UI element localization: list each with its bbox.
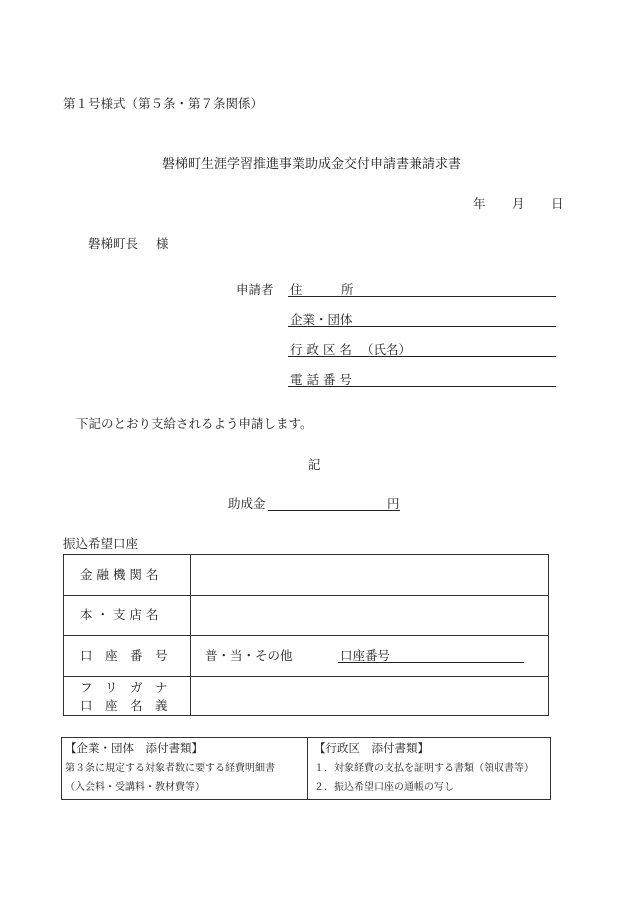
branch-field[interactable] [194,599,544,631]
furigana-label: フ リ ガ ナ [80,680,168,695]
district-attach-line1: １．対象経費の支払を証明する書類（領収書等） [314,763,534,774]
bank-account-table [63,554,549,716]
address-field[interactable] [288,296,556,297]
account-number-label: 口 座 番 号 [80,648,168,663]
institution-label: 金 融 機 関 名 [80,567,159,582]
account-types[interactable]: 普・当・その他 [205,648,293,663]
account-name-label: 口 座 名 義 [80,698,168,713]
attachments-table [61,737,551,800]
organization-field[interactable] [288,326,556,327]
institution-field[interactable] [194,559,544,591]
addressee-name: 磐梯町長 [88,236,139,251]
branch-label: 本 ・ 支 店 名 [80,607,159,622]
table-divider [307,738,308,799]
bank-heading: 振込希望口座 [63,536,139,551]
name-label: （氏名） [361,342,412,357]
form-number: 第１号様式（第５条・第７条関係） [63,96,264,111]
table-row-line [64,676,548,677]
account-number-field[interactable] [338,662,524,663]
district-attach-heading: 【行政区 添付書類】 [314,741,429,755]
request-text: 下記のとおり支給されるよう申請します。 [76,416,313,431]
table-row-line [64,595,548,596]
district-label: 行 政 区 名 [290,342,352,357]
district-name-field[interactable] [288,356,556,357]
table-row-line [64,635,548,636]
phone-label: 電 話 番 号 [290,372,352,387]
address-label-2: 所 [341,282,354,297]
phone-field[interactable] [288,386,556,387]
grant-unit: 円 [387,496,400,511]
district-attach-line2: ２．振込希望口座の通帳の写し [314,782,454,793]
organization-label: 企業・団体 [290,312,353,327]
date-year: 年 [473,196,486,211]
company-attach-line1: 第３条に規定する対象者数に要する経費明細書 [65,763,275,774]
ki-mark: 記 [308,457,321,472]
document-title: 磐梯町生涯学習推進事業助成金交付申請書兼請求書 [162,157,462,172]
grant-label: 助成金 [228,496,266,511]
addressee-honorific: 様 [156,236,169,251]
company-attach-heading: 【企業・団体 添付書類】 [65,741,203,755]
company-attach-line2: （入会料・受講料・教材費等） [65,782,205,793]
account-number-field-label: 口座番号 [340,648,391,663]
account-name-field[interactable] [194,680,544,712]
date-day: 日 [551,196,564,211]
date-month: 月 [512,196,525,211]
address-label-1: 住 [290,282,303,297]
applicant-label: 申請者 [236,282,274,297]
grant-amount-field[interactable] [268,510,400,511]
